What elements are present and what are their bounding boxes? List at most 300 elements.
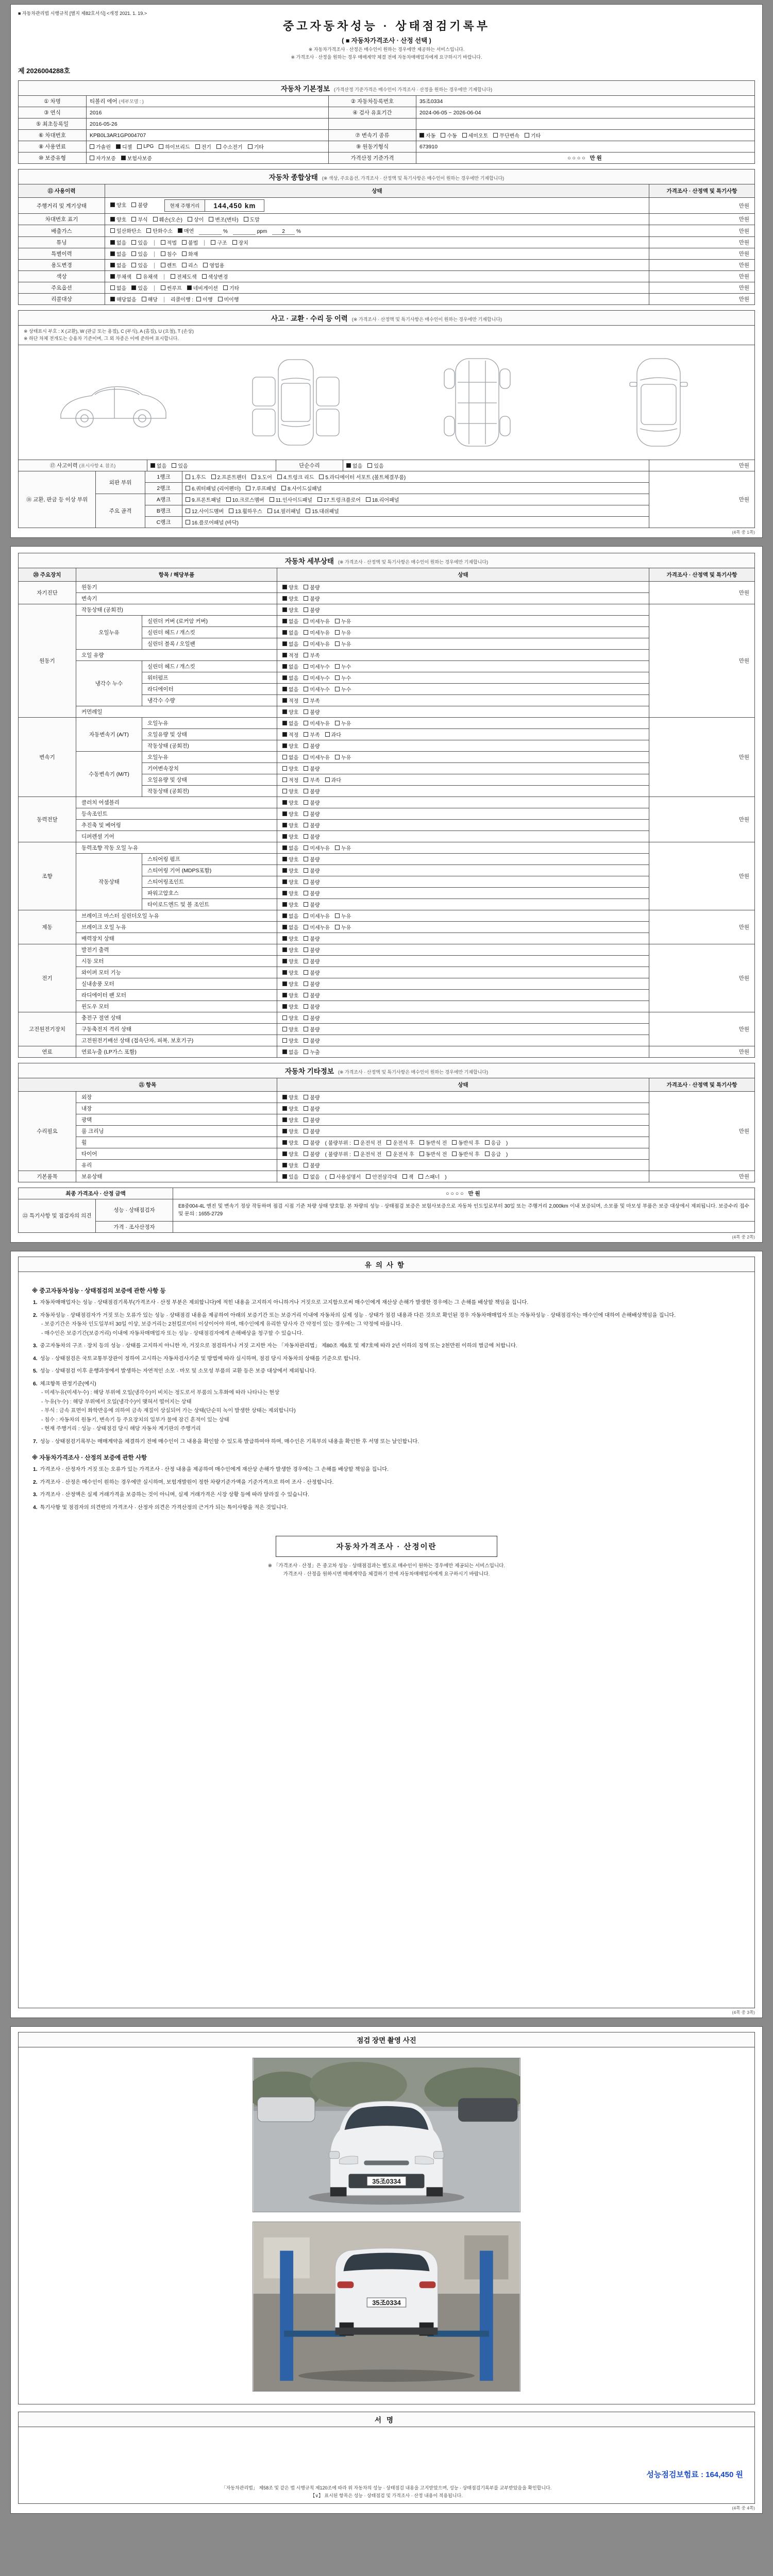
checkbox-option[interactable]: 양호 <box>282 969 298 976</box>
empty-box-icon[interactable] <box>319 474 324 479</box>
checked-box-icon[interactable] <box>282 1095 287 1099</box>
checked-box-icon[interactable] <box>150 463 155 468</box>
checked-box-icon[interactable] <box>282 585 287 589</box>
checkbox-option[interactable]: 불량 <box>304 742 320 750</box>
checkbox-option[interactable]: 불량 <box>304 787 320 795</box>
checkbox-option[interactable]: 12.사이드멤버 <box>186 507 224 515</box>
checkbox-option[interactable]: 스패너 <box>418 1173 440 1180</box>
checked-box-icon[interactable] <box>282 596 287 601</box>
checkbox-option[interactable]: 없음 <box>282 912 298 920</box>
checkbox-option[interactable]: 불법 <box>182 239 198 246</box>
empty-box-icon[interactable] <box>304 755 308 759</box>
empty-box-icon[interactable] <box>304 675 308 680</box>
checkbox-option[interactable]: 불량 <box>304 1093 320 1101</box>
empty-box-icon[interactable] <box>304 743 308 748</box>
empty-box-icon[interactable] <box>304 664 308 669</box>
checkbox-option[interactable]: 7.루프패널 <box>246 484 276 492</box>
checked-box-icon[interactable] <box>282 664 287 669</box>
checkbox-option[interactable]: 누유 <box>335 617 351 625</box>
checkbox-option[interactable]: 양호 <box>282 1105 298 1112</box>
empty-box-icon[interactable] <box>110 285 115 290</box>
checkbox-option[interactable]: 불량 <box>304 878 320 886</box>
checkbox-option[interactable]: 일산화탄소 <box>110 227 141 234</box>
checkbox-option[interactable]: 13.휠하우스 <box>229 507 262 515</box>
empty-box-icon[interactable] <box>335 845 340 850</box>
checkbox-option[interactable]: 양호 <box>282 855 298 863</box>
checkbox-option[interactable]: 부족 <box>304 776 320 784</box>
empty-box-icon[interactable] <box>325 777 330 782</box>
checkbox-option[interactable]: 불량 <box>304 1105 320 1112</box>
empty-box-icon[interactable] <box>366 497 371 502</box>
checkbox-option[interactable]: 부족 <box>304 697 320 704</box>
empty-box-icon[interactable] <box>304 687 308 691</box>
checked-box-icon[interactable] <box>282 800 287 805</box>
checkbox-option[interactable]: 양호 <box>282 946 298 954</box>
checked-box-icon[interactable] <box>282 641 287 646</box>
checkbox-option[interactable]: 불량 <box>304 1161 320 1169</box>
empty-box-icon[interactable] <box>335 913 340 918</box>
checkbox-option[interactable]: 불량 <box>304 901 320 908</box>
checkbox-option[interactable]: 불량 <box>304 1139 320 1146</box>
empty-box-icon[interactable] <box>161 263 165 267</box>
checkbox-option[interactable]: 동반석 전 <box>419 1150 447 1158</box>
empty-box-icon[interactable] <box>137 274 141 279</box>
checkbox-option[interactable]: 동반석 후 <box>452 1150 479 1158</box>
checkbox-option[interactable]: 무채색 <box>110 273 131 280</box>
checked-box-icon[interactable] <box>187 285 192 290</box>
empty-box-icon[interactable] <box>188 217 192 222</box>
checkbox-option[interactable]: 동반석 후 <box>452 1139 479 1146</box>
checkbox-option[interactable]: 양호 <box>282 991 298 999</box>
checked-box-icon[interactable] <box>282 1151 287 1156</box>
checkbox-option[interactable]: 미세누수 <box>304 663 330 670</box>
checkbox-option[interactable]: 없음 <box>282 719 298 727</box>
empty-box-icon[interactable] <box>304 834 308 839</box>
checkbox-option[interactable]: 보험사보증 <box>121 154 152 162</box>
checkbox-option[interactable]: 적정 <box>282 731 298 738</box>
checkbox-option[interactable]: 전기 <box>195 143 211 150</box>
empty-box-icon[interactable] <box>248 144 253 149</box>
checkbox-option[interactable]: 탄화수소 <box>146 227 173 234</box>
empty-box-icon[interactable] <box>304 585 308 589</box>
checked-box-icon[interactable] <box>110 263 115 267</box>
checkbox-option[interactable]: 1.후드 <box>186 473 206 481</box>
checked-box-icon[interactable] <box>282 607 287 612</box>
empty-box-icon[interactable] <box>282 766 287 771</box>
checkbox-option[interactable]: 부족 <box>304 731 320 738</box>
checkbox-option[interactable]: 2.프론트펜더 <box>211 473 247 481</box>
checkbox-option[interactable]: 양호 <box>282 1139 298 1146</box>
checkbox-option[interactable]: 양호 <box>282 1014 298 1022</box>
empty-box-icon[interactable] <box>304 823 308 827</box>
checkbox-option[interactable]: 없음 <box>282 674 298 682</box>
empty-box-icon[interactable] <box>485 1140 490 1145</box>
checkbox-option[interactable]: 화재 <box>182 250 198 258</box>
checked-box-icon[interactable] <box>131 285 136 290</box>
checkbox-option[interactable]: 11.인사이드패널 <box>270 496 312 503</box>
checkbox-option[interactable]: 누유 <box>335 753 351 761</box>
empty-box-icon[interactable] <box>229 509 233 513</box>
empty-box-icon[interactable] <box>246 486 250 490</box>
empty-box-icon[interactable] <box>161 251 165 256</box>
empty-box-icon[interactable] <box>335 630 340 635</box>
empty-box-icon[interactable] <box>304 947 308 952</box>
checked-box-icon[interactable] <box>282 732 287 737</box>
empty-box-icon[interactable] <box>304 902 308 907</box>
checked-box-icon[interactable] <box>282 721 287 725</box>
checkbox-option[interactable]: 불량 <box>304 799 320 806</box>
checked-box-icon[interactable] <box>282 1129 287 1133</box>
empty-box-icon[interactable] <box>304 1015 308 1020</box>
checkbox-option[interactable]: 양호 <box>282 595 298 602</box>
signature-area[interactable] <box>18 2427 755 2504</box>
checkbox-option[interactable]: 양호 <box>282 1116 298 1124</box>
empty-box-icon[interactable] <box>282 789 287 793</box>
empty-box-icon[interactable] <box>131 202 136 207</box>
checked-box-icon[interactable] <box>110 240 115 245</box>
checkbox-option[interactable]: 불량 <box>304 1150 320 1158</box>
checkbox-option[interactable]: 미세누유 <box>304 640 330 648</box>
empty-box-icon[interactable] <box>304 721 308 725</box>
checkbox-option[interactable]: 있음 <box>131 261 147 269</box>
checkbox-option[interactable]: 과다 <box>325 731 341 738</box>
empty-box-icon[interactable] <box>186 520 190 524</box>
checkbox-option[interactable]: LPG <box>137 144 154 149</box>
empty-box-icon[interactable] <box>493 133 498 138</box>
checkbox-option[interactable]: 적정 <box>282 697 298 704</box>
checkbox-option[interactable]: 불량 <box>304 855 320 863</box>
empty-box-icon[interactable] <box>304 993 308 997</box>
checkbox-option[interactable]: 불량 <box>304 935 320 942</box>
checkbox-option[interactable]: 양호 <box>282 742 298 750</box>
checked-box-icon[interactable] <box>346 463 351 468</box>
empty-box-icon[interactable] <box>304 698 308 703</box>
checkbox-option[interactable]: 미세누유 <box>304 912 330 920</box>
empty-box-icon[interactable] <box>304 789 308 793</box>
empty-box-icon[interactable] <box>282 1038 287 1043</box>
checkbox-option[interactable]: 불량 <box>304 1037 320 1044</box>
checkbox-option[interactable]: 양호 <box>282 833 298 840</box>
checkbox-option[interactable]: 불량 <box>304 991 320 999</box>
empty-box-icon[interactable] <box>441 133 445 138</box>
checked-box-icon[interactable] <box>282 709 287 714</box>
checkbox-option[interactable]: 없음 <box>110 239 126 246</box>
empty-box-icon[interactable] <box>418 1174 423 1179</box>
checkbox-option[interactable]: 썬루프 <box>161 284 182 292</box>
checkbox-option[interactable]: 이행 <box>196 295 212 303</box>
empty-box-icon[interactable] <box>304 925 308 929</box>
empty-box-icon[interactable] <box>304 857 308 861</box>
checkbox-option[interactable]: 상이 <box>188 215 204 223</box>
empty-box-icon[interactable] <box>172 463 176 468</box>
empty-box-icon[interactable] <box>226 497 231 502</box>
checkbox-option[interactable]: 침수 <box>161 250 177 258</box>
empty-box-icon[interactable] <box>270 497 274 502</box>
empty-box-icon[interactable] <box>182 240 187 245</box>
checkbox-option[interactable]: 매연 <box>178 227 194 234</box>
checkbox-option[interactable]: 4.트렁크 리드 <box>277 473 314 481</box>
checkbox-option[interactable]: 가솔린 <box>90 143 111 150</box>
checked-box-icon[interactable] <box>282 698 287 703</box>
empty-box-icon[interactable] <box>304 879 308 884</box>
checked-box-icon[interactable] <box>282 619 287 623</box>
checkbox-option[interactable]: 8.사이드실패널 <box>281 484 322 492</box>
empty-box-icon[interactable] <box>452 1140 457 1145</box>
checkbox-option[interactable]: 불량 <box>304 810 320 818</box>
checkbox-option[interactable]: 양호 <box>282 1127 298 1135</box>
checkbox-option[interactable]: 적정 <box>282 651 298 659</box>
checkbox-option[interactable]: 없음 <box>346 462 362 469</box>
checkbox-option[interactable]: 불량 <box>304 1003 320 1010</box>
checkbox-option[interactable]: 동반석 전 <box>419 1139 447 1146</box>
empty-box-icon[interactable] <box>90 144 94 149</box>
empty-box-icon[interactable] <box>335 641 340 646</box>
checked-box-icon[interactable] <box>282 970 287 975</box>
empty-box-icon[interactable] <box>146 228 151 233</box>
empty-box-icon[interactable] <box>244 217 248 222</box>
checkbox-option[interactable]: 운전석 전 <box>354 1139 381 1146</box>
empty-box-icon[interactable] <box>419 1151 424 1156</box>
checkbox-option[interactable]: 응급 <box>485 1150 501 1158</box>
empty-box-icon[interactable] <box>386 1140 391 1145</box>
checkbox-option[interactable]: 미세누유 <box>304 617 330 625</box>
checkbox-option[interactable]: 하이브리드 <box>159 143 190 150</box>
empty-box-icon[interactable] <box>186 497 190 502</box>
empty-box-icon[interactable] <box>218 297 223 301</box>
checkbox-option[interactable]: 양호 <box>282 867 298 874</box>
empty-box-icon[interactable] <box>203 263 208 267</box>
checkbox-option[interactable]: 미세누수 <box>304 674 330 682</box>
empty-box-icon[interactable] <box>281 486 286 490</box>
empty-box-icon[interactable] <box>211 474 216 479</box>
empty-box-icon[interactable] <box>304 619 308 623</box>
empty-box-icon[interactable] <box>304 1004 308 1009</box>
empty-box-icon[interactable] <box>419 1140 424 1145</box>
empty-box-icon[interactable] <box>131 263 136 267</box>
checkbox-option[interactable]: 있음 <box>131 250 147 258</box>
empty-box-icon[interactable] <box>182 251 187 256</box>
checked-box-icon[interactable] <box>282 993 287 997</box>
checkbox-option[interactable]: 불량 <box>304 1025 320 1033</box>
empty-box-icon[interactable] <box>335 721 340 725</box>
empty-box-icon[interactable] <box>277 474 282 479</box>
checkbox-option[interactable]: 양호 <box>282 1161 298 1169</box>
empty-box-icon[interactable] <box>317 497 322 502</box>
empty-box-icon[interactable] <box>306 509 310 513</box>
checkbox-option[interactable]: 구조 <box>211 239 227 246</box>
empty-box-icon[interactable] <box>304 641 308 646</box>
checkbox-option[interactable]: 부족 <box>304 651 320 659</box>
empty-box-icon[interactable] <box>142 297 146 301</box>
checkbox-option[interactable]: 적정 <box>282 776 298 784</box>
empty-box-icon[interactable] <box>202 274 207 279</box>
checkbox-option[interactable]: 영업용 <box>203 261 224 269</box>
checkbox-option[interactable]: 있음 <box>172 462 188 469</box>
checkbox-option[interactable]: 양호 <box>282 583 298 591</box>
checked-box-icon[interactable] <box>282 1163 287 1167</box>
empty-box-icon[interactable] <box>335 619 340 623</box>
checkbox-option[interactable]: 렌트 <box>161 261 177 269</box>
empty-box-icon[interactable] <box>186 509 190 513</box>
empty-box-icon[interactable] <box>304 868 308 873</box>
checkbox-option[interactable]: 양호 <box>282 1025 298 1033</box>
checked-box-icon[interactable] <box>282 845 287 850</box>
checked-box-icon[interactable] <box>282 925 287 929</box>
empty-box-icon[interactable] <box>153 217 158 222</box>
checkbox-option[interactable]: 잭 <box>402 1173 414 1180</box>
checkbox-option[interactable]: 자가보증 <box>90 154 116 162</box>
checkbox-option[interactable]: 없음 <box>150 462 166 469</box>
checkbox-option[interactable]: 자동 <box>419 131 435 139</box>
checked-box-icon[interactable] <box>110 297 115 301</box>
checkbox-option[interactable]: 양호 <box>282 935 298 942</box>
checkbox-option[interactable]: 운전석 후 <box>386 1139 414 1146</box>
checkbox-option[interactable]: 세미오토 <box>462 131 489 139</box>
empty-box-icon[interactable] <box>267 509 272 513</box>
checkbox-option[interactable]: 도말 <box>244 215 260 223</box>
checkbox-option[interactable]: 불량 <box>304 708 320 716</box>
checkbox-option[interactable]: 미세누유 <box>304 844 330 852</box>
checked-box-icon[interactable] <box>110 217 115 222</box>
checked-box-icon[interactable] <box>282 857 287 861</box>
checkbox-option[interactable]: 10.크로스멤버 <box>226 496 264 503</box>
empty-box-icon[interactable] <box>209 217 213 222</box>
checkbox-option[interactable]: 수소전기 <box>216 143 243 150</box>
checked-box-icon[interactable] <box>178 228 182 233</box>
checkbox-option[interactable]: 없음 <box>110 261 126 269</box>
checked-box-icon[interactable] <box>282 1117 287 1122</box>
checkbox-option[interactable]: 누출 <box>304 1048 320 1056</box>
empty-box-icon[interactable] <box>251 474 256 479</box>
checkbox-option[interactable]: 해당없음 <box>110 295 137 303</box>
checked-box-icon[interactable] <box>282 1140 287 1145</box>
checkbox-option[interactable]: 양호 <box>282 980 298 988</box>
checkbox-option[interactable]: 운전석 전 <box>354 1150 381 1158</box>
empty-box-icon[interactable] <box>304 596 308 601</box>
checkbox-option[interactable]: 훼손(오손) <box>153 215 182 223</box>
checkbox-option[interactable]: 양호 <box>282 1003 298 1010</box>
checkbox-option[interactable]: 양호 <box>282 765 298 772</box>
checked-box-icon[interactable] <box>282 823 287 827</box>
empty-box-icon[interactable] <box>282 1015 287 1020</box>
empty-box-icon[interactable] <box>211 240 215 245</box>
checkbox-option[interactable]: 누유 <box>335 923 351 931</box>
checked-box-icon[interactable] <box>282 675 287 680</box>
checkbox-option[interactable]: 양호 <box>282 1150 298 1158</box>
checkbox-option[interactable]: 미이행 <box>218 295 239 303</box>
checked-box-icon[interactable] <box>110 274 115 279</box>
checkbox-option[interactable]: 안전삼각대 <box>366 1173 397 1180</box>
empty-box-icon[interactable] <box>171 274 175 279</box>
checked-box-icon[interactable] <box>282 811 287 816</box>
checkbox-option[interactable]: 양호 <box>282 787 298 795</box>
checkbox-option[interactable]: 불량 <box>304 957 320 965</box>
empty-box-icon[interactable] <box>216 144 221 149</box>
empty-box-icon[interactable] <box>304 913 308 918</box>
empty-box-icon[interactable] <box>304 981 308 986</box>
empty-box-icon[interactable] <box>282 1027 287 1031</box>
checkbox-option[interactable]: 양호 <box>282 810 298 818</box>
empty-box-icon[interactable] <box>402 1174 407 1179</box>
checkbox-option[interactable]: 불량 <box>304 980 320 988</box>
checkbox-option[interactable]: 불량 <box>304 821 320 829</box>
checkbox-option[interactable]: 누수 <box>335 685 351 693</box>
empty-box-icon[interactable] <box>304 811 308 816</box>
empty-box-icon[interactable] <box>304 800 308 805</box>
checkbox-option[interactable]: 미세누유 <box>304 719 330 727</box>
checked-box-icon[interactable] <box>282 947 287 952</box>
empty-box-icon[interactable] <box>304 959 308 963</box>
empty-box-icon[interactable] <box>304 630 308 635</box>
empty-box-icon[interactable] <box>304 1163 308 1167</box>
checkbox-option[interactable]: 운전석 후 <box>386 1150 414 1158</box>
empty-box-icon[interactable] <box>196 297 201 301</box>
checkbox-option[interactable]: 없음 <box>282 1048 298 1056</box>
checkbox-option[interactable]: 불량 <box>304 606 320 614</box>
empty-box-icon[interactable] <box>131 217 136 222</box>
checkbox-option[interactable]: 무단변속 <box>493 131 519 139</box>
checkbox-option[interactable]: 없음 <box>282 629 298 636</box>
checked-box-icon[interactable] <box>282 834 287 839</box>
checkbox-option[interactable]: 누유 <box>335 719 351 727</box>
checkbox-option[interactable]: 불량 <box>304 833 320 840</box>
checkbox-option[interactable]: 미세누유 <box>304 753 330 761</box>
empty-box-icon[interactable] <box>325 732 330 737</box>
checkbox-option[interactable]: 불량 <box>304 969 320 976</box>
checkbox-option[interactable]: 누수 <box>335 663 351 670</box>
checkbox-option[interactable]: 양호 <box>282 1093 298 1101</box>
checked-box-icon[interactable] <box>282 1004 287 1009</box>
empty-box-icon[interactable] <box>304 970 308 975</box>
checkbox-option[interactable]: 없음 <box>110 284 126 292</box>
empty-box-icon[interactable] <box>525 133 529 138</box>
checked-box-icon[interactable] <box>121 156 126 160</box>
empty-box-icon[interactable] <box>186 486 190 490</box>
checkbox-option[interactable]: 5.라디에이터 서포트 (볼트체결부품) <box>319 473 406 481</box>
empty-box-icon[interactable] <box>462 133 467 138</box>
checked-box-icon[interactable] <box>282 630 287 635</box>
checkbox-option[interactable]: 누유 <box>335 629 351 636</box>
checked-box-icon[interactable] <box>419 133 424 138</box>
checkbox-option[interactable]: 있음 <box>282 1173 298 1180</box>
checkbox-option[interactable]: 누유 <box>335 844 351 852</box>
empty-box-icon[interactable] <box>367 463 372 468</box>
empty-box-icon[interactable] <box>330 1174 334 1179</box>
checked-box-icon[interactable] <box>282 743 287 748</box>
empty-box-icon[interactable] <box>335 755 340 759</box>
checked-box-icon[interactable] <box>282 1174 287 1179</box>
empty-box-icon[interactable] <box>304 936 308 941</box>
empty-box-icon[interactable] <box>304 1174 308 1179</box>
checkbox-option[interactable]: 양호 <box>282 901 298 908</box>
checkbox-option[interactable]: 양호 <box>282 799 298 806</box>
checkbox-option[interactable]: 불량 <box>304 595 320 602</box>
checkbox-option[interactable]: 14.필러패널 <box>267 507 301 515</box>
checkbox-option[interactable]: 없음 <box>282 640 298 648</box>
checkbox-option[interactable]: 없음 <box>304 1173 320 1180</box>
empty-box-icon[interactable] <box>335 675 340 680</box>
checkbox-option[interactable]: 불량 <box>304 889 320 897</box>
empty-box-icon[interactable] <box>304 732 308 737</box>
empty-box-icon[interactable] <box>186 474 190 479</box>
checkbox-option[interactable]: 양호 <box>110 215 126 223</box>
empty-box-icon[interactable] <box>452 1151 457 1156</box>
checkbox-option[interactable]: 네비게이션 <box>187 284 218 292</box>
checked-box-icon[interactable] <box>282 879 287 884</box>
checkbox-option[interactable]: 수동 <box>441 131 457 139</box>
checked-box-icon[interactable] <box>282 1106 287 1111</box>
empty-box-icon[interactable] <box>354 1140 359 1145</box>
